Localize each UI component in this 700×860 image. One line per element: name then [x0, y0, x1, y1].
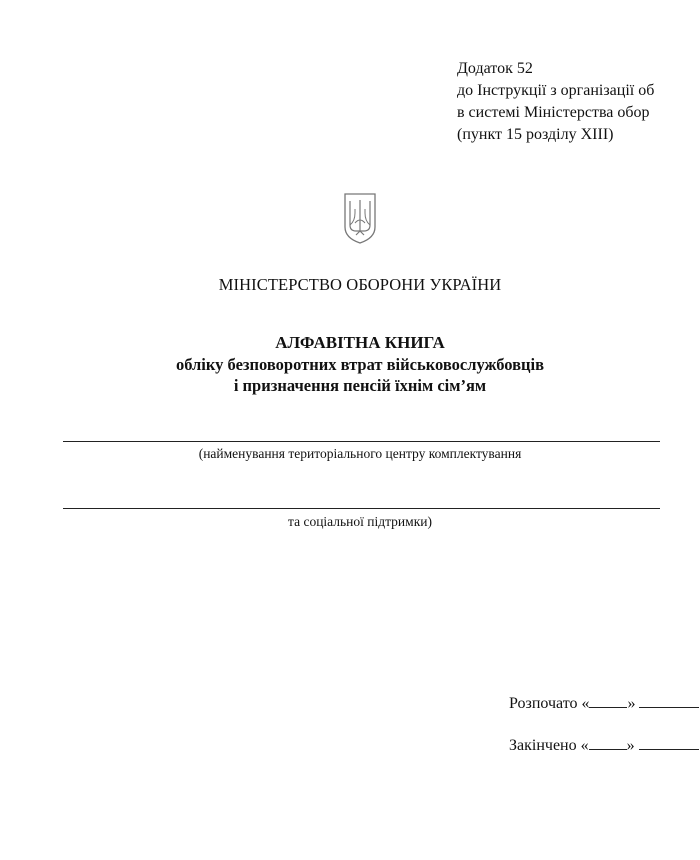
started-date-row [509, 693, 699, 713]
started-label: Розпочато « [509, 695, 590, 712]
document-title [0, 332, 700, 396]
close-quote: » [627, 695, 636, 712]
annex-note [457, 58, 654, 146]
fill-in-line [63, 508, 660, 509]
fill-in-line [63, 441, 660, 442]
trident-coat-of-arms-icon [342, 191, 378, 245]
day-blank [589, 735, 627, 750]
day-blank [589, 693, 627, 708]
title-subtitle: обліку безповоротних втрат військовослужбовців [175, 355, 545, 374]
ministry-name: МІНІСТЕРСТВО ОБОРОНИ УКРАЇНИ [218, 275, 502, 294]
annex-reference-line: в системі Міністерства обор [457, 104, 650, 121]
annex-clause: (пункт 15 розділу XIII) [457, 126, 614, 143]
fill-in-caption: (найменування територіального центру комплектування [198, 446, 522, 461]
fill-in-caption: та соціальної підтримки) [288, 514, 432, 529]
annex-number: Додаток 52 [457, 60, 533, 77]
title-subtitle: і призначення пенсій їхнім сім’ям [233, 376, 487, 395]
close-quote: » [626, 737, 635, 754]
annex-reference-line: до Інструкції з організації об [457, 82, 655, 99]
finished-date-row [509, 735, 699, 755]
title-main: АЛФАВІТНА КНИГА [275, 333, 445, 352]
finished-label: Закінчено « [509, 737, 589, 754]
month-year-blank [639, 693, 699, 708]
month-year-blank [639, 735, 699, 750]
